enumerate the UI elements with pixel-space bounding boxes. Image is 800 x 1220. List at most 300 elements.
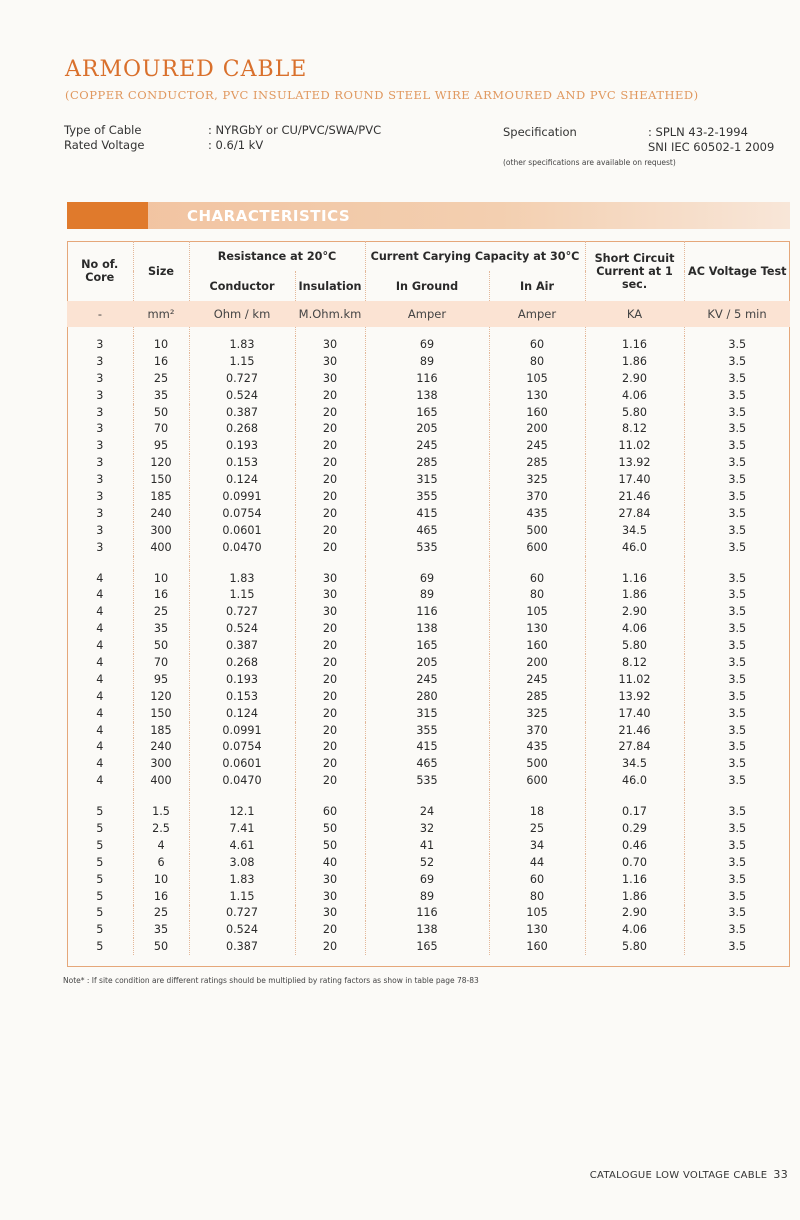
table-row [67, 522, 790, 539]
table-cell: 50 [295, 837, 365, 854]
table-cell: 60 [295, 803, 365, 820]
table-cell: 3 [96, 405, 104, 419]
table-cell: 3 [96, 456, 104, 470]
characteristics-banner [67, 202, 790, 229]
unit-cell: KA [585, 301, 684, 327]
table-cell: 70 [133, 420, 189, 437]
page-title: ARMOURED CABLE [65, 57, 308, 82]
table-cell: 3.5 [684, 938, 790, 955]
table-cell: 200 [489, 420, 585, 437]
table-cell: 205 [365, 420, 489, 437]
table-cell: 46.0 [585, 772, 684, 789]
table-cell: 89 [365, 353, 489, 370]
table-cell: 0.124 [189, 471, 295, 488]
table-cell: 3.5 [684, 755, 790, 772]
table-row [67, 803, 790, 820]
table-cell: 4 [133, 837, 189, 854]
table-cell: 69 [365, 570, 489, 587]
table-cell: 165 [365, 938, 489, 955]
table-cell: 3.5 [684, 404, 790, 421]
cable-meta-values [208, 123, 381, 153]
table-cell: 0.124 [189, 705, 295, 722]
table-cell: 285 [365, 454, 489, 471]
table-cell: 0.17 [585, 803, 684, 820]
table-cell: 20 [295, 722, 365, 739]
table-cell: 2.5 [133, 820, 189, 837]
table-cell: 3 [96, 489, 104, 503]
table-row [67, 488, 790, 505]
table-cell: 8.12 [585, 654, 684, 671]
table-cell: 3.5 [684, 654, 790, 671]
table-cell: 3.5 [684, 722, 790, 739]
table-cell: 500 [489, 755, 585, 772]
table-cell: 0.193 [189, 671, 295, 688]
table-cell: 20 [295, 539, 365, 556]
table-cell: 3.5 [684, 539, 790, 556]
table-cell: 3.5 [684, 688, 790, 705]
table-cell: 20 [295, 387, 365, 404]
table-cell: 0.0991 [189, 488, 295, 505]
table-cell: 30 [295, 603, 365, 620]
table-cell: 4 [96, 605, 104, 619]
table-cell: 315 [365, 471, 489, 488]
table-cell: 500 [489, 522, 585, 539]
table-cell: 10 [133, 570, 189, 587]
table-cell: 3.5 [684, 772, 790, 789]
table-cell: 4 [96, 774, 104, 788]
table-cell: 80 [489, 888, 585, 905]
table-cell: 30 [295, 905, 365, 922]
table-cell: 20 [295, 938, 365, 955]
table-cell: 35 [133, 921, 189, 938]
page-subtitle: (COPPER CONDUCTOR, PVC INSULATED ROUND STEEL WIRE ARMOURED AND PVC SHEATHED) [65, 88, 699, 102]
table-cell: 27.84 [585, 738, 684, 755]
table-cell: 3.5 [684, 505, 790, 522]
table-cell: 355 [365, 722, 489, 739]
table-cell: 2.90 [585, 603, 684, 620]
specification-label: Specification [503, 125, 577, 139]
table-cell: 3.5 [684, 603, 790, 620]
table-cell: 0.387 [189, 938, 295, 955]
table-cell: 160 [489, 637, 585, 654]
table-cell: 130 [489, 387, 585, 404]
table-cell: 44 [489, 854, 585, 871]
table-cell: 30 [295, 336, 365, 353]
table-cell: 3 [96, 371, 104, 385]
table-cell: 138 [365, 921, 489, 938]
table-cell: 3.08 [189, 854, 295, 871]
table-row [67, 654, 790, 671]
table-row [67, 437, 790, 454]
table-cell: 20 [295, 437, 365, 454]
specification-note: (other specifications are available on request) [503, 158, 676, 167]
table-cell: 240 [133, 505, 189, 522]
header-current-capacity: Current Carying Capacity at 30°C [365, 241, 585, 271]
table-cell: 245 [365, 437, 489, 454]
header-no-of-core: No of. Core [81, 258, 119, 284]
table-row [67, 905, 790, 922]
table-cell: 0.0754 [189, 505, 295, 522]
table-cell: 4 [96, 639, 104, 653]
table-cell: 5 [96, 821, 104, 835]
table-cell: 4 [96, 655, 104, 669]
table-cell: 3.5 [684, 353, 790, 370]
table-cell: 3.5 [684, 522, 790, 539]
table-cell: 105 [489, 370, 585, 387]
table-row [67, 370, 790, 387]
cable-meta-labels [64, 123, 144, 153]
table-cell: 3.5 [684, 586, 790, 603]
table-cell: 40 [295, 854, 365, 871]
table-cell: 4 [96, 689, 104, 703]
table-cell: 16 [133, 353, 189, 370]
table-cell: 0.387 [189, 637, 295, 654]
table-cell: 1.86 [585, 586, 684, 603]
table-cell: 138 [365, 387, 489, 404]
table-cell: 50 [133, 637, 189, 654]
table-cell: 0.524 [189, 620, 295, 637]
table-cell: 20 [295, 738, 365, 755]
table-cell: 160 [489, 938, 585, 955]
table-cell: 4.06 [585, 387, 684, 404]
rated-voltage-value: : 0.6/1 kV [208, 138, 264, 152]
table-cell: 30 [295, 888, 365, 905]
rated-voltage-label: Rated Voltage [64, 138, 145, 152]
table-cell: 1.5 [133, 803, 189, 820]
table-cell: 315 [365, 705, 489, 722]
table-cell: 4 [96, 571, 104, 585]
table-row [67, 570, 790, 587]
table-cell: 105 [489, 603, 585, 620]
table-cell: 3.5 [684, 336, 790, 353]
table-cell: 20 [295, 471, 365, 488]
table-cell: 600 [489, 539, 585, 556]
table-cell: 4 [96, 622, 104, 636]
table-row [67, 871, 790, 888]
table-row [67, 505, 790, 522]
table-cell: 1.83 [189, 336, 295, 353]
table-cell: 32 [365, 820, 489, 837]
table-cell: 3 [96, 523, 104, 537]
table-cell: 5 [96, 906, 104, 920]
table-cell: 3 [96, 337, 104, 351]
table-cell: 116 [365, 905, 489, 922]
page-number: 33 [773, 1168, 788, 1181]
table-row [67, 620, 790, 637]
banner-accent [67, 202, 148, 229]
table-cell: 10 [133, 871, 189, 888]
group-spacer [67, 556, 790, 570]
table-cell: 5 [96, 838, 104, 852]
table-cell: 3 [96, 354, 104, 368]
table-cell: 415 [365, 738, 489, 755]
table-cell: 16 [133, 888, 189, 905]
table-cell: 3.5 [684, 854, 790, 871]
table-cell: 2.90 [585, 905, 684, 922]
table-cell: 0.29 [585, 820, 684, 837]
table-cell: 355 [365, 488, 489, 505]
table-cell: 3.5 [684, 837, 790, 854]
table-row [67, 353, 790, 370]
table-cell: 17.40 [585, 705, 684, 722]
table-cell: 4.61 [189, 837, 295, 854]
table-cell: 130 [489, 921, 585, 938]
header-ac-voltage: AC Voltage Test [684, 241, 790, 301]
table-cell: 8.12 [585, 420, 684, 437]
table-row [67, 705, 790, 722]
type-of-cable-value: : NYRGbY or CU/PVC/SWA/PVC [208, 123, 382, 137]
header-size: Size [133, 241, 189, 301]
table-cell: 89 [365, 586, 489, 603]
table-cell: 0.727 [189, 370, 295, 387]
table-cell: 20 [295, 637, 365, 654]
table-cell: 0.0470 [189, 539, 295, 556]
table-cell: 25 [133, 603, 189, 620]
table-cell: 1.16 [585, 871, 684, 888]
table-cell: 50 [133, 938, 189, 955]
table-cell: 1.16 [585, 570, 684, 587]
table-cell: 185 [133, 488, 189, 505]
table-cell: 370 [489, 722, 585, 739]
table-cell: 60 [489, 336, 585, 353]
header-conductor: Conductor [189, 271, 295, 301]
specification-values [648, 125, 774, 155]
table-cell: 80 [489, 586, 585, 603]
table-cell: 205 [365, 654, 489, 671]
table-cell: 5 [96, 889, 104, 903]
table-cell: 80 [489, 353, 585, 370]
table-cell: 69 [365, 336, 489, 353]
table-cell: 0.268 [189, 654, 295, 671]
table-cell: 46.0 [585, 539, 684, 556]
table-cell: 3.5 [684, 437, 790, 454]
table-cell: 95 [133, 671, 189, 688]
table-cell: 0.0991 [189, 722, 295, 739]
table-cell: 0.524 [189, 387, 295, 404]
table-row [67, 671, 790, 688]
table-row [67, 586, 790, 603]
table-cell: 30 [295, 570, 365, 587]
table-cell: 0.268 [189, 420, 295, 437]
header-in-air: In Air [489, 271, 585, 301]
table-cell: 1.15 [189, 353, 295, 370]
table-cell: 30 [295, 586, 365, 603]
table-cell: 0.727 [189, 603, 295, 620]
table-cell: 3.5 [684, 905, 790, 922]
unit-cell: - [67, 301, 133, 327]
unit-cell: M.Ohm.km [295, 301, 365, 327]
table-cell: 3.5 [684, 620, 790, 637]
table-cell: 245 [489, 437, 585, 454]
table-cell: 4 [96, 588, 104, 602]
table-cell: 130 [489, 620, 585, 637]
table-cell: 325 [489, 471, 585, 488]
table-cell: 60 [489, 871, 585, 888]
unit-cell: Amper [489, 301, 585, 327]
table-cell: 3.5 [684, 888, 790, 905]
table-cell: 3 [96, 506, 104, 520]
table-cell: 535 [365, 539, 489, 556]
table-cell: 3.5 [684, 921, 790, 938]
table-row [67, 454, 790, 471]
header-insulation: Insulation [295, 271, 365, 301]
table-cell: 20 [295, 921, 365, 938]
table-cell: 95 [133, 437, 189, 454]
table-row [67, 921, 790, 938]
table-row [67, 404, 790, 421]
header-short-circuit: Short Circuit Current at 1 sec. [585, 241, 684, 301]
table-row [67, 888, 790, 905]
table-cell: 3.5 [684, 370, 790, 387]
table-cell: 20 [295, 505, 365, 522]
table-cell: 300 [133, 522, 189, 539]
table-cell: 27.84 [585, 505, 684, 522]
table-cell: 18 [489, 803, 585, 820]
table-cell: 11.02 [585, 671, 684, 688]
table-cell: 280 [365, 688, 489, 705]
table-row [67, 539, 790, 556]
table-cell: 600 [489, 772, 585, 789]
table-cell: 3.5 [684, 871, 790, 888]
table-cell: 20 [295, 654, 365, 671]
table-cell: 50 [295, 820, 365, 837]
table-cell: 0.0601 [189, 522, 295, 539]
table-cell: 1.86 [585, 353, 684, 370]
header-resistance: Resistance at 20°C [189, 241, 365, 271]
table-cell: 20 [295, 671, 365, 688]
table-cell: 3 [96, 473, 104, 487]
table-cell: 24 [365, 803, 489, 820]
table-row [67, 471, 790, 488]
table-cell: 20 [295, 454, 365, 471]
table-cell: 25 [489, 820, 585, 837]
table-cell: 34.5 [585, 522, 684, 539]
table-cell: 4.06 [585, 921, 684, 938]
table-cell: 300 [133, 755, 189, 772]
table-cell: 3.5 [684, 671, 790, 688]
table-cell: 138 [365, 620, 489, 637]
table-cell: 20 [295, 420, 365, 437]
table-cell: 10 [133, 336, 189, 353]
table-cell: 41 [365, 837, 489, 854]
table-cell: 120 [133, 688, 189, 705]
section-title: CHARACTERISTICS [187, 207, 351, 225]
table-cell: 1.15 [189, 888, 295, 905]
table-cell: 185 [133, 722, 189, 739]
table-cell: 3.5 [684, 820, 790, 837]
table-cell: 3.5 [684, 738, 790, 755]
table-cell: 0.727 [189, 905, 295, 922]
table-row [67, 837, 790, 854]
table-body [67, 327, 790, 955]
table-row [67, 820, 790, 837]
table-cell: 1.83 [189, 871, 295, 888]
table-cell: 285 [489, 688, 585, 705]
table-cell: 5.80 [585, 938, 684, 955]
table-row [67, 722, 790, 739]
table-cell: 370 [489, 488, 585, 505]
table-cell: 7.41 [189, 820, 295, 837]
group-spacer [67, 327, 790, 336]
table-cell: 4 [96, 723, 104, 737]
header-in-ground: In Ground [365, 271, 489, 301]
table-cell: 4 [96, 740, 104, 754]
unit-cell: Ohm / km [189, 301, 295, 327]
table-cell: 25 [133, 370, 189, 387]
table-cell: 325 [489, 705, 585, 722]
table-cell: 21.46 [585, 722, 684, 739]
table-cell: 3 [96, 422, 104, 436]
table-cell: 35 [133, 387, 189, 404]
table-row [67, 938, 790, 955]
table-cell: 0.0754 [189, 738, 295, 755]
table-cell: 435 [489, 505, 585, 522]
table-cell: 1.83 [189, 570, 295, 587]
table-row [67, 336, 790, 353]
table-cell: 4 [96, 672, 104, 686]
table-cell: 34 [489, 837, 585, 854]
table-cell: 5 [96, 923, 104, 937]
table-cell: 30 [295, 370, 365, 387]
table-cell: 20 [295, 705, 365, 722]
table-cell: 69 [365, 871, 489, 888]
table-cell: 5.80 [585, 637, 684, 654]
table-cell: 60 [489, 570, 585, 587]
table-cell: 20 [295, 688, 365, 705]
table-cell: 21.46 [585, 488, 684, 505]
table-cell: 3 [96, 388, 104, 402]
specification-value-1: : SPLN 43-2-1994 [648, 125, 748, 139]
table-cell: 0.153 [189, 688, 295, 705]
table-cell: 34.5 [585, 755, 684, 772]
table-cell: 5 [96, 805, 104, 819]
table-cell: 0.193 [189, 437, 295, 454]
page-footer [590, 1168, 788, 1181]
table-cell: 11.02 [585, 437, 684, 454]
table-row [67, 420, 790, 437]
table-cell: 5 [96, 872, 104, 886]
unit-cell: KV / 5 min [684, 301, 790, 327]
table-cell: 89 [365, 888, 489, 905]
table-cell: 50 [133, 404, 189, 421]
table-cell: 17.40 [585, 471, 684, 488]
characteristics-table [67, 241, 790, 955]
table-cell: 3.5 [684, 454, 790, 471]
table-cell: 3.5 [684, 705, 790, 722]
table-cell: 3 [96, 439, 104, 453]
table-cell: 3.5 [684, 420, 790, 437]
table-cell: 3 [96, 540, 104, 554]
table-cell: 435 [489, 738, 585, 755]
unit-cell: Amper [365, 301, 489, 327]
table-row [67, 688, 790, 705]
table-cell: 465 [365, 755, 489, 772]
table-cell: 20 [295, 772, 365, 789]
table-cell: 245 [365, 671, 489, 688]
table-cell: 20 [295, 522, 365, 539]
table-cell: 1.16 [585, 336, 684, 353]
table-cell: 6 [133, 854, 189, 871]
table-cell: 20 [295, 755, 365, 772]
table-cell: 3.5 [684, 803, 790, 820]
table-cell: 0.153 [189, 454, 295, 471]
table-cell: 400 [133, 772, 189, 789]
table-row [67, 387, 790, 404]
table-cell: 4 [96, 757, 104, 771]
group-spacer [67, 789, 790, 803]
table-cell: 13.92 [585, 688, 684, 705]
table-row [67, 637, 790, 654]
